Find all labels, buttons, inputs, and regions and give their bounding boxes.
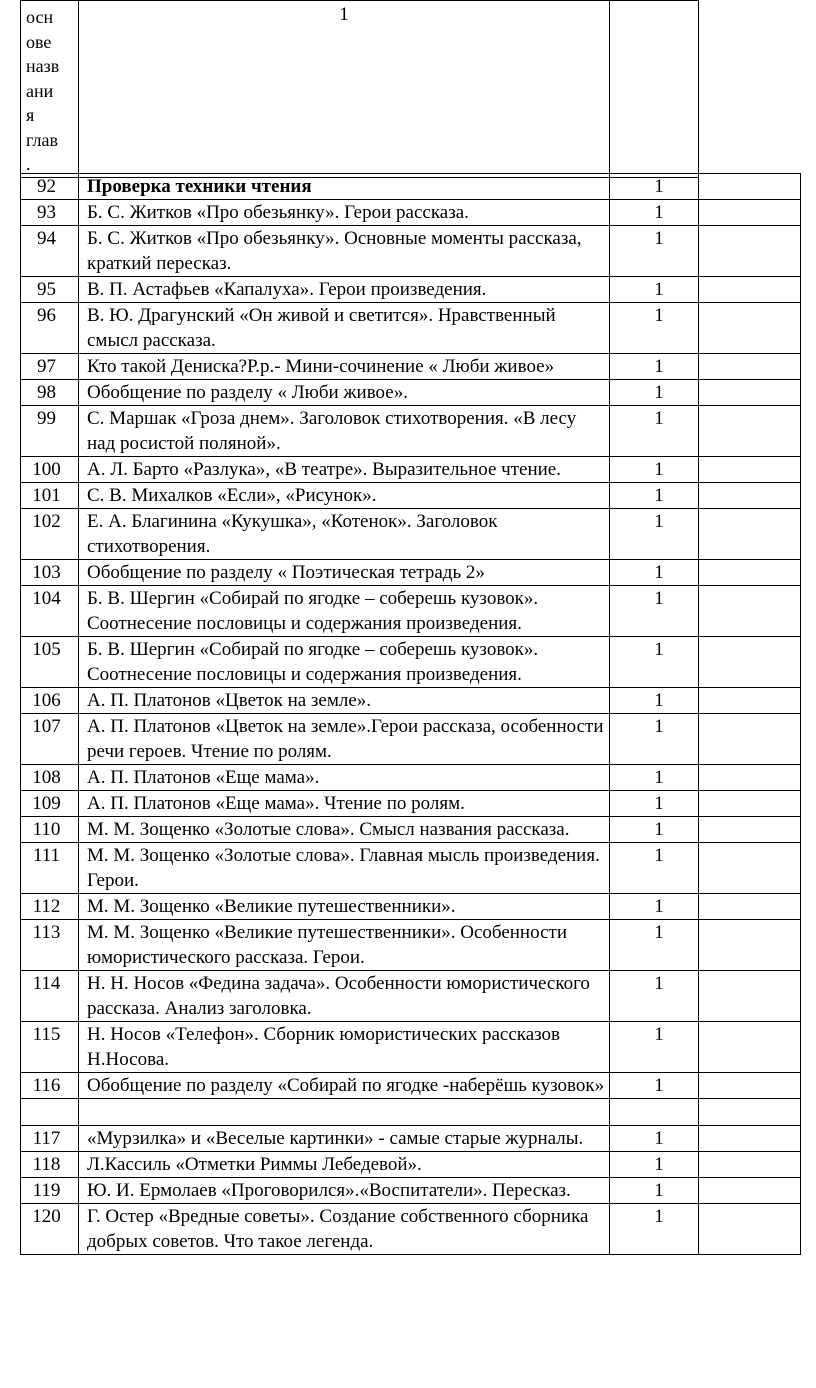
lesson-date-cell: [699, 817, 801, 843]
spacer-row: [21, 1099, 801, 1126]
lesson-row: [21, 1204, 801, 1255]
lesson-hours: 1: [610, 560, 699, 586]
lesson-number: 120: [21, 1204, 79, 1255]
lesson-topic: Б. С. Житков «Про обезьянку». Основные моменты рассказа, краткий пересказ.: [79, 226, 610, 277]
lesson-row: [21, 1126, 801, 1152]
lesson-topic: Проверка техники чтения: [79, 174, 610, 200]
lesson-hours: 1: [610, 406, 699, 457]
lesson-row: [21, 406, 801, 457]
lesson-date-cell: [699, 586, 801, 637]
lesson-number: 104: [21, 586, 79, 637]
lesson-hours: 1: [610, 380, 699, 406]
lesson-row: [21, 714, 801, 765]
lesson-date-cell: [699, 406, 801, 457]
lesson-topic: А. Л. Барто «Разлука», «В театре». Выразительное чтение.: [79, 457, 610, 483]
lesson-date-cell: [699, 714, 801, 765]
lesson-number: 107: [21, 714, 79, 765]
lesson-row: [21, 1178, 801, 1204]
lesson-row: [21, 1073, 801, 1099]
lessons-table: [20, 173, 801, 1255]
lesson-date-cell: [699, 483, 801, 509]
lesson-topic: М. М. Зощенко «Золотые слова». Смысл названия рассказа.: [79, 817, 610, 843]
lesson-topic: Б. В. Шергин «Собирай по ягодке – соберешь кузовок». Соотнесение пословицы и содержания произведения.: [79, 586, 610, 637]
lesson-date-cell: [699, 920, 801, 971]
lesson-date-cell: [699, 1022, 801, 1073]
lesson-row: [21, 1022, 801, 1073]
header-fragment-line: я: [26, 105, 35, 125]
lesson-date-cell: [699, 380, 801, 406]
lesson-number: 110: [21, 817, 79, 843]
lesson-number: 99: [21, 406, 79, 457]
lesson-row: [21, 586, 801, 637]
lesson-topic: Обобщение по разделу « Поэтическая тетрадь 2»: [79, 560, 610, 586]
lesson-topic: М. М. Зощенко «Золотые слова». Главная мысль произведения. Герои.: [79, 843, 610, 894]
lesson-row: [21, 200, 801, 226]
lesson-topic: А. П. Платонов «Цветок на земле».: [79, 688, 610, 714]
lesson-row: [21, 174, 801, 200]
lesson-hours: 1: [610, 483, 699, 509]
lesson-number: 106: [21, 688, 79, 714]
lesson-hours: 1: [610, 1126, 699, 1152]
lesson-number: 115: [21, 1022, 79, 1073]
lesson-topic: Г. Остер «Вредные советы». Создание собственного сборника добрых советов. Что такое легенда.: [79, 1204, 610, 1255]
lesson-date-cell: [699, 1204, 801, 1255]
lesson-topic: «Мурзилка» и «Веселые картинки» - самые старые журналы.: [79, 1126, 610, 1152]
lesson-row: [21, 1152, 801, 1178]
lesson-date-cell: [699, 509, 801, 560]
lesson-date-cell: [699, 971, 801, 1022]
lesson-hours: 1: [610, 920, 699, 971]
lesson-row: [21, 843, 801, 894]
lesson-row: [21, 226, 801, 277]
lesson-hours: 1: [610, 688, 699, 714]
lesson-topic: М. М. Зощенко «Великие путешественники». Особенности юмористического рассказа. Герои.: [79, 920, 610, 971]
lesson-row: [21, 817, 801, 843]
lesson-number: 97: [21, 354, 79, 380]
lesson-row: [21, 354, 801, 380]
lesson-topic: Е. А. Благинина «Кукушка», «Котенок». Заголовок стихотворения.: [79, 509, 610, 560]
lesson-row: [21, 637, 801, 688]
lesson-hours: 1: [610, 457, 699, 483]
lesson-topic: Обобщение по разделу «Собирай по ягодке -наберёшь кузовок»: [79, 1073, 610, 1099]
lesson-number: 112: [21, 894, 79, 920]
lesson-row: [21, 894, 801, 920]
lesson-row: [21, 765, 801, 791]
lesson-hours: 1: [610, 200, 699, 226]
lesson-row: [21, 380, 801, 406]
lesson-date-cell: [699, 200, 801, 226]
lesson-hours: 1: [610, 894, 699, 920]
lesson-hours: 1: [610, 277, 699, 303]
lesson-date-cell: [699, 354, 801, 380]
lesson-date-cell: [699, 1073, 801, 1099]
lesson-number: 95: [21, 277, 79, 303]
lesson-row: [21, 277, 801, 303]
lesson-number: 103: [21, 560, 79, 586]
lesson-hours: [610, 1099, 699, 1126]
lesson-topic: В. П. Астафьев «Капалуха». Герои произведения.: [79, 277, 610, 303]
lesson-row: [21, 920, 801, 971]
lesson-date-cell: [699, 1152, 801, 1178]
lesson-date-cell: [699, 765, 801, 791]
lesson-date-cell: [699, 1099, 801, 1126]
lesson-date-cell: [699, 791, 801, 817]
lesson-row: [21, 303, 801, 354]
lesson-number: 114: [21, 971, 79, 1022]
lesson-number: 108: [21, 765, 79, 791]
lesson-number: 111: [21, 843, 79, 894]
lesson-date-cell: [699, 843, 801, 894]
lesson-hours: 1: [610, 586, 699, 637]
lesson-number: 116: [21, 1073, 79, 1099]
lesson-hours: 1: [610, 354, 699, 380]
lesson-date-cell: [699, 894, 801, 920]
lesson-row: [21, 509, 801, 560]
lesson-hours: 1: [610, 765, 699, 791]
lesson-number: 93: [21, 200, 79, 226]
header-fragment-line: .: [26, 154, 31, 174]
lesson-row: [21, 483, 801, 509]
lesson-hours: 1: [610, 1022, 699, 1073]
lesson-number: 94: [21, 226, 79, 277]
lesson-number: 119: [21, 1178, 79, 1204]
lesson-hours: 1: [610, 1152, 699, 1178]
lesson-date-cell: [699, 1126, 801, 1152]
lesson-topic: М. М. Зощенко «Великие путешественники».: [79, 894, 610, 920]
lesson-hours: 1: [610, 971, 699, 1022]
lesson-topic: Н. Носов «Телефон». Сборник юмористических рассказов Н.Носова.: [79, 1022, 610, 1073]
lesson-number: 96: [21, 303, 79, 354]
lesson-topic: А. П. Платонов «Еще мама».: [79, 765, 610, 791]
lesson-date-cell: [699, 277, 801, 303]
lesson-number: 105: [21, 637, 79, 688]
lesson-topic: С. Маршак «Гроза днем». Заголовок стихотворения. «В лесу над росистой поляной».: [79, 406, 610, 457]
header-fragment-line: ани: [26, 80, 54, 101]
header-fragment-line: назв: [26, 56, 60, 76]
lesson-date-cell: [699, 174, 801, 200]
lesson-hours: 1: [610, 714, 699, 765]
lesson-topic: А. П. Платонов «Еще мама». Чтение по ролям.: [79, 791, 610, 817]
lesson-number: 118: [21, 1152, 79, 1178]
lesson-topic: Л.Кассиль «Отметки Риммы Лебедевой».: [79, 1152, 610, 1178]
lesson-hours: 1: [610, 1073, 699, 1099]
lesson-hours: 1: [610, 509, 699, 560]
header-table-fragment: [20, 0, 699, 178]
lesson-hours: 1: [610, 226, 699, 277]
lesson-topic: [79, 1099, 610, 1126]
lesson-number: 113: [21, 920, 79, 971]
lesson-topic: Н. Н. Носов «Федина задача». Особенности юмористического рассказа. Анализ заголовка.: [79, 971, 610, 1022]
lesson-date-cell: [699, 688, 801, 714]
header-row: [21, 1, 699, 178]
lesson-hours: 1: [610, 791, 699, 817]
lesson-topic: Обобщение по разделу « Люби живое».: [79, 380, 610, 406]
lessons-table-body: [21, 174, 801, 1255]
header-fragment-line: осн: [26, 7, 54, 27]
header-fragment-cell: [21, 1, 79, 178]
lesson-date-cell: [699, 560, 801, 586]
lesson-hours: 1: [610, 1178, 699, 1204]
lesson-hours: 1: [610, 817, 699, 843]
lesson-row: [21, 688, 801, 714]
lesson-date-cell: [699, 226, 801, 277]
lesson-number: 102: [21, 509, 79, 560]
lesson-topic: А. П. Платонов «Цветок на земле».Герои рассказа, особенности речи героев. Чтение по ролям.: [79, 714, 610, 765]
lesson-date-cell: [699, 1178, 801, 1204]
lesson-hours: 1: [610, 1204, 699, 1255]
lesson-row: [21, 971, 801, 1022]
lesson-number: [21, 1099, 79, 1126]
lesson-number: 101: [21, 483, 79, 509]
lesson-hours: 1: [610, 303, 699, 354]
lesson-row: [21, 457, 801, 483]
lesson-number: 117: [21, 1126, 79, 1152]
header-fragment-line: глав: [26, 129, 58, 150]
lesson-topic: Б. С. Житков «Про обезьянку». Герои рассказа.: [79, 200, 610, 226]
lesson-topic: В. Ю. Драгунский «Он живой и светится». Нравственный смысл рассказа.: [79, 303, 610, 354]
lesson-row: [21, 560, 801, 586]
lesson-number: 109: [21, 791, 79, 817]
lesson-row: [21, 791, 801, 817]
lesson-date-cell: [699, 637, 801, 688]
lesson-hours: 1: [610, 174, 699, 200]
lesson-date-cell: [699, 457, 801, 483]
lesson-number: 92: [21, 174, 79, 200]
lesson-topic: Кто такой Дениска?Р.р.- Мини-сочинение « Люби живое»: [79, 354, 610, 380]
lesson-hours: 1: [610, 637, 699, 688]
header-hours-cell: 1: [79, 1, 610, 178]
header-fragment-line: ове: [26, 31, 52, 52]
lesson-topic: Ю. И. Ермолаев «Проговорился».«Воспитатели». Пересказ.: [79, 1178, 610, 1204]
lesson-number: 98: [21, 380, 79, 406]
lesson-topic: Б. В. Шергин «Собирай по ягодке – соберешь кузовок». Соотнесение пословицы и содержания произведения.: [79, 637, 610, 688]
lesson-topic: С. В. Михалков «Если», «Рисунок».: [79, 483, 610, 509]
header-empty-cell: [610, 1, 699, 178]
lesson-hours: 1: [610, 843, 699, 894]
lesson-date-cell: [699, 303, 801, 354]
lesson-number: 100: [21, 457, 79, 483]
